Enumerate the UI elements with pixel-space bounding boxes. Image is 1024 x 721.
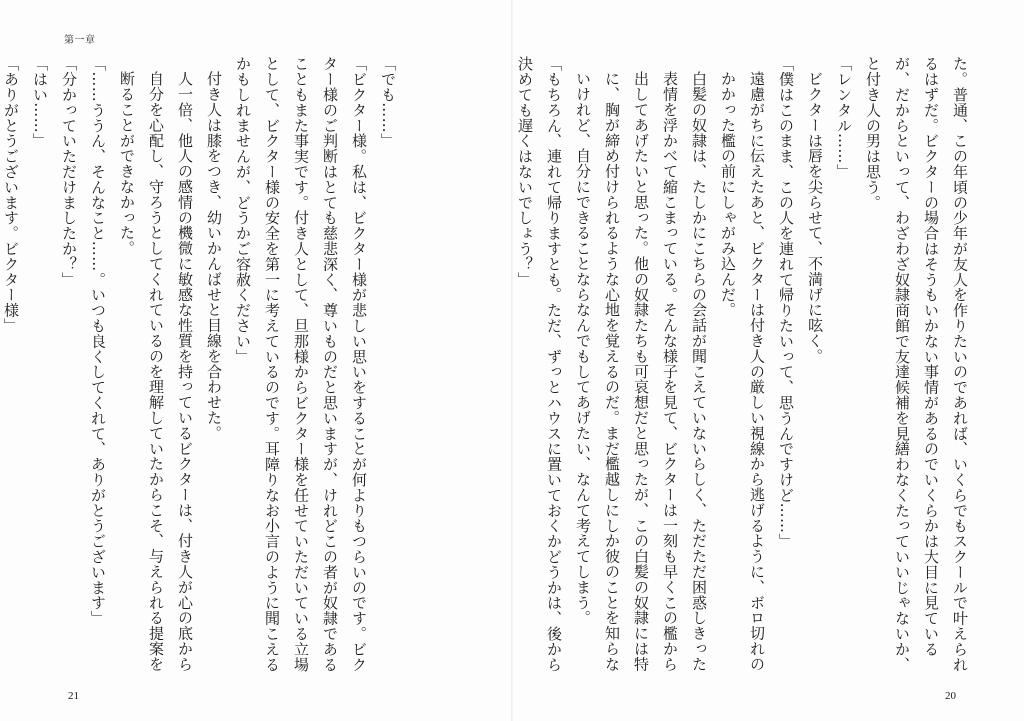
- paragraph: 「でも……」: [379, 56, 397, 149]
- left-page-text: [2, 56, 402, 676]
- paragraph: 白髪の奴隷は、たしかにこちらの会話が聞こえていないらしく、ただただ困惑しきった表情を浮かべて縮こまっている。そんな様子を見て、ビクターは一刻も早くこの檻から出してあげたいと思った。他の奴隷たちも可哀想だと思ったが、この白髪の奴隷には特に、胸が締め付けられるような心地を覚えるのだ。まだ檻越しにしか彼のことを知らないけれど、自分にできることならなんでもしてあげたい、なんて考えてしまう。: [574, 71, 708, 672]
- paragraph: 遠慮がちに伝えたあと、ビクターは付き人の厳しい視線から逃げるように、ボロ切れのかかった檻の前にしゃがみ込んだ。: [719, 71, 766, 672]
- page-number-right: 20: [945, 690, 956, 702]
- paragraph: 「分かっていただけましたか？」: [60, 56, 78, 287]
- paragraph: た。普通、この年頃の少年が友人を作りたいのであれば、いくらでもスクールで叶えられるはずだ。ビクターの場合はそうもいかない事情があるのでいくらかは大目に見ているが、だからといって、わざわざ奴隷商館で友達候補を見繕わなくたっていいじゃないか、と付き人の男は思う。: [864, 56, 969, 672]
- paragraph: 人一倍、他人の感情の機微に敏感な性質を持っているビクターは、付き人が心の底から自分を心配し、守ろうとしてくれているのを理解していたからこそ、与えられる提案を断ることができなかった。: [118, 71, 194, 672]
- paragraph: 「もちろん、連れて帰りますとも。ただ、ずっとハウスに置いておくかどうかは、後から決めても遅くはないでしょう？」: [516, 56, 563, 672]
- page-number-left: 21: [68, 690, 79, 702]
- right-page-text: [516, 56, 974, 676]
- paragraph: 「レンタル……」: [835, 56, 853, 180]
- paragraph: 付き人は膝をつき、幼いかんばせと目線を合わせた。: [205, 71, 223, 441]
- paragraph: 「ビクター様。私は、ビクター様が悲しい思いをすることが何よりもつらいのです。ビクター様のご判断はとても慈悲深く、尊いものだと思いますが、けれどこの者が奴隷であることもまた事実です。付き人として、旦那様からビクター様を任せていただいている立場として、ビクター様の安全を第一に考えているのです。耳障りなお小言のように聞こえるかもしれませんが、どうかご容赦ください」: [234, 56, 368, 672]
- chapter-header: 第一章: [64, 35, 96, 46]
- paragraph: 「僕はこのまま、この人を連れて帰りたいって、思うんですけど……」: [777, 56, 795, 549]
- paragraph: 「ありがとうございます。ビクター様」: [2, 56, 20, 334]
- paragraph: 「はい……」: [31, 56, 49, 149]
- paragraph: 「……ううん、そんなこと……。いつも良くしてくれて、ありがとうございます」: [89, 56, 107, 626]
- paragraph: ビクターは唇を尖らせて、不満げに呟く。: [806, 71, 824, 364]
